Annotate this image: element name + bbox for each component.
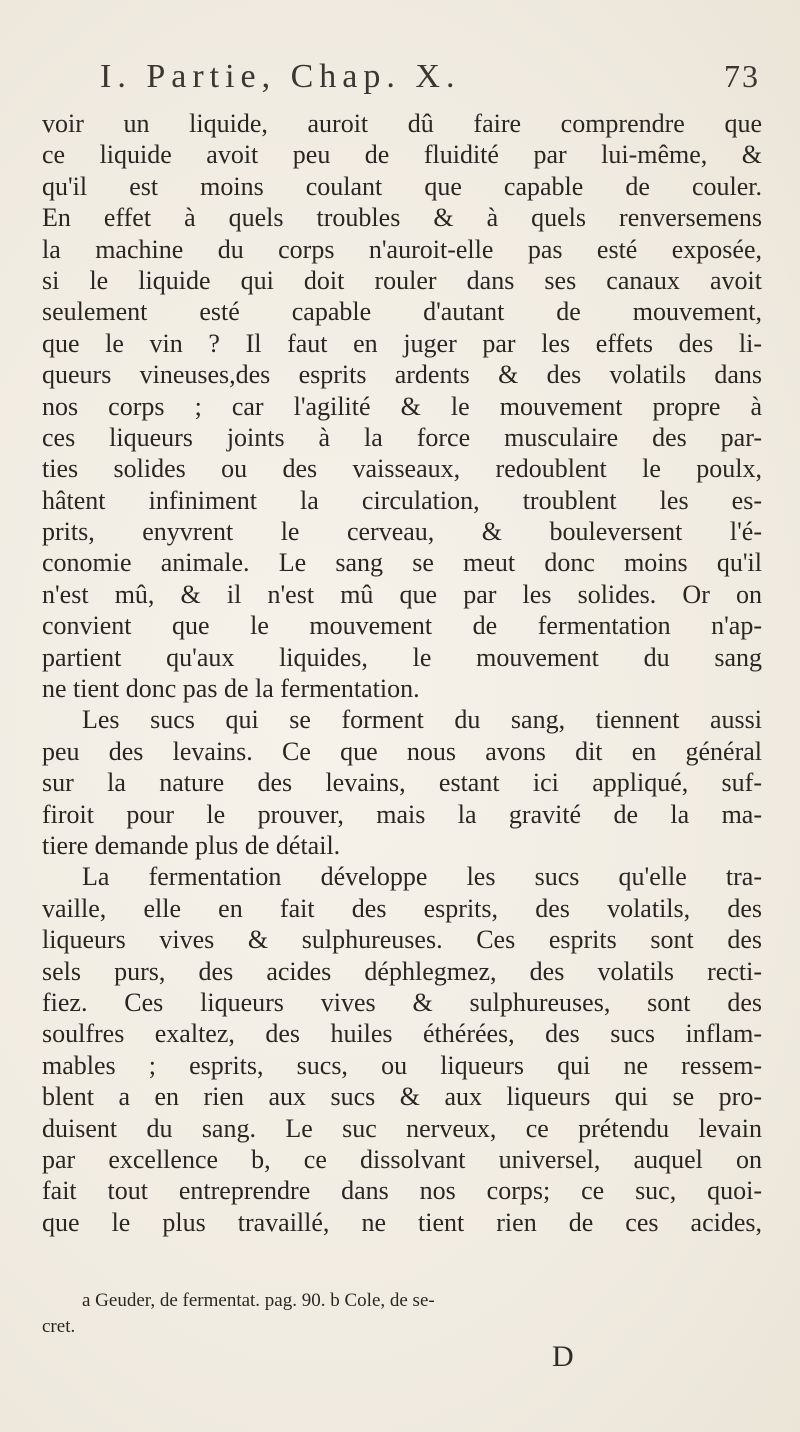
text-line: si le liquide qui doit rouler dans ses canaux avoit [42, 265, 762, 295]
text-line: Les sucs qui se forment du sang, tiennent aussi [82, 705, 762, 735]
page-header [100, 58, 760, 96]
text-line: conomie animale. Le sang se meut donc moins qu'il [42, 548, 762, 578]
footnotes [42, 1288, 762, 1340]
body-text [42, 108, 762, 1238]
text-line: partient qu'aux liquides, le mouvement du sang [42, 642, 762, 672]
text-line: En effet à quels troubles & à quels renversemens [42, 203, 762, 233]
text-line: par excellence b, ce dissolvant universel, auquel on [42, 1144, 762, 1174]
text-line: ties solides ou des vaisseaux, redoublent le poulx, [42, 454, 762, 484]
text-line: sels purs, des acides déphlegmez, des volatils recti- [42, 956, 762, 986]
text-line: firoit pour le prouver, mais la gravité de la ma- [42, 799, 762, 829]
page-number: 73 [724, 58, 760, 94]
text-line: la machine du corps n'auroit-elle pas esté exposée, [42, 234, 762, 264]
text-line: sur la nature des levains, estant ici appliqué, suf- [42, 768, 762, 798]
text-line: que le vin ? Il faut en juger par les effets des li- [42, 328, 762, 358]
text-line: soulfres exaltez, des huiles éthérées, des sucs inflam- [42, 1019, 762, 1049]
text-line: convient que le mouvement de fermentation n'ap- [42, 611, 762, 641]
text-line: seulement esté capable d'autant de mouvement, [42, 297, 762, 327]
text-line: prits, enyvrent le cerveau, & bouleversent l'é- [42, 517, 762, 547]
running-title: I. Partie, Chap. X. [100, 58, 461, 95]
text-line: n'est mû, & il n'est mû que par les solides. Or on [42, 579, 762, 609]
text-line: fiez. Ces liqueurs vives & sulphureuses, sont des [42, 987, 762, 1017]
text-line: fait tout entreprendre dans nos corps; ce suc, quoi- [42, 1176, 762, 1206]
text-line: peu des levains. Ce que nous avons dit en général [42, 736, 762, 766]
text-line: liqueurs vives & sulphureuses. Ces esprits sont des [42, 925, 762, 955]
text-line: La fermentation développe les sucs qu'elle tra- [82, 862, 762, 892]
text-line: tiere demande plus de détail. [42, 830, 341, 860]
text-line: voir un liquide, auroit dû faire comprendre que [42, 109, 762, 138]
signature-mark: D [552, 1340, 574, 1373]
text-line: nos corps ; car l'agilité & le mouvement propre à [42, 391, 762, 421]
text-line: ce liquide avoit peu de fluidité par lui-même, & [42, 140, 762, 170]
text-line: hâtent infiniment la circulation, troublent les es- [42, 485, 762, 515]
text-line: que le plus travaillé, ne tient rien de ces acides, [42, 1207, 762, 1237]
text-line: queurs vineuses,des esprits ardents & des volatils dans [42, 360, 762, 390]
text-line: qu'il est moins coulant que capable de couler. [42, 171, 762, 201]
text-line: blent a en rien aux sucs & aux liqueurs qui se pro- [42, 1082, 762, 1112]
text-line: vaille, elle en fait des esprits, des volatils, des [42, 893, 762, 923]
text-line: mables ; esprits, sucs, ou liqueurs qui ne ressem- [42, 1050, 762, 1080]
text-line: ne tient donc pas de la fermentation. [42, 674, 420, 704]
text-line: duisent du sang. Le suc nerveux, ce prétendu levain [42, 1113, 762, 1143]
footnote-line: cret. [42, 1316, 76, 1337]
footnote-line: a Geuder, de fermentat. pag. 90. b Cole, de se- [82, 1290, 435, 1311]
text-line: ces liqueurs joints à la force musculaire des par- [42, 422, 762, 452]
